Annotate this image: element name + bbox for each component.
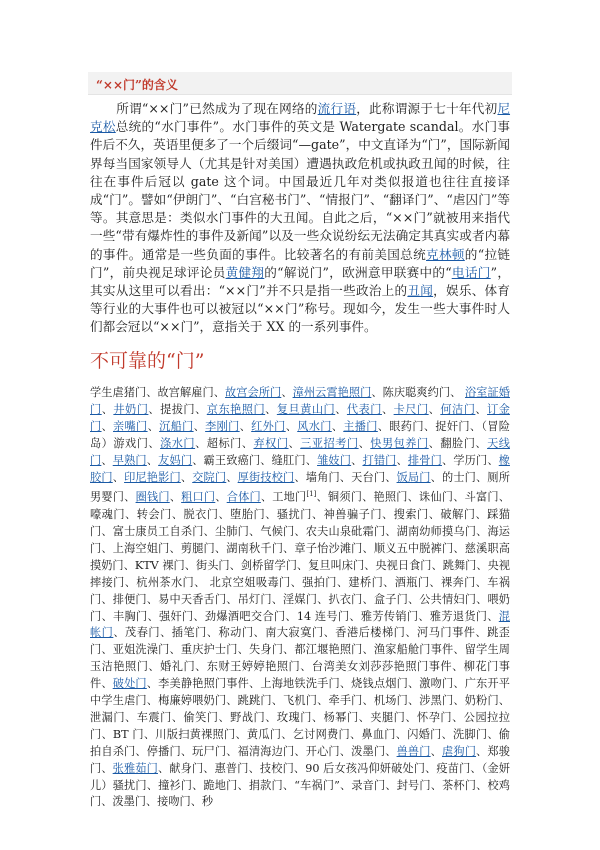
list-link[interactable]: 故宫会所门 [225, 386, 282, 399]
list-text: 、 [288, 436, 301, 450]
list-link[interactable]: 李刚门 [205, 419, 240, 433]
list-link[interactable]: 漳州云霄艳照门 [292, 386, 372, 399]
list-text: 、 [180, 470, 193, 484]
list-text: 、 [358, 436, 371, 450]
list-link[interactable]: 粗口门 [181, 491, 216, 505]
list-link[interactable]: 合体门 [226, 491, 261, 505]
list-link[interactable]: 兽兽门 [396, 744, 431, 758]
list-text: 、 [169, 491, 182, 505]
list-text: 、 [112, 470, 125, 484]
link-liuxingyu[interactable]: 流行语 [317, 101, 357, 116]
list-text: 、 [475, 402, 488, 416]
list-text: 、 [147, 419, 160, 433]
list-text: 、的士门、厕所男婴门、 [90, 470, 510, 505]
list-text: 、 [335, 402, 347, 416]
list-link[interactable]: 三亚招考门 [300, 436, 359, 450]
list-link[interactable]: 张雅茹门 [112, 761, 158, 775]
list-link[interactable]: 订金门 [90, 402, 510, 433]
list-text: 、 [101, 419, 114, 433]
list-link[interactable]: 沉船门 [159, 419, 194, 433]
list-link[interactable]: 打错门 [362, 453, 397, 467]
list-link[interactable]: 雏妓门 [317, 453, 352, 467]
list-link[interactable]: 卡尺门 [393, 402, 429, 416]
list-link[interactable]: 浴室証婚门 [90, 386, 510, 416]
list-text: 、 [281, 386, 293, 399]
link-nixon[interactable]: 尼克松 [90, 101, 511, 135]
list-text: 、 [265, 402, 277, 416]
footnote-ref[interactable]: [1] [306, 490, 317, 499]
list-text: 、 [430, 744, 442, 758]
list-link[interactable]: 饭局门 [396, 470, 431, 484]
list-text: 、 [428, 402, 441, 416]
list-text: 、提拔门、 [148, 402, 207, 416]
list-link[interactable]: 天线门 [90, 436, 510, 467]
list-link[interactable]: 代表门 [346, 402, 382, 416]
list-text: 、 [226, 470, 238, 484]
list-link[interactable]: 圈钱门 [135, 491, 170, 505]
list-text: 、 [101, 402, 114, 416]
list-text: 、学历门、 [441, 453, 499, 467]
list-link[interactable]: 红外门 [251, 419, 286, 433]
list-link[interactable]: 风水门 [297, 419, 332, 433]
list-link[interactable]: 复旦黄山门 [276, 402, 336, 416]
link-chouwen[interactable]: 丑闻 [407, 283, 434, 299]
list-link[interactable]: 厚街技校门 [237, 470, 295, 484]
list-text: 、翻脸门、 [428, 436, 488, 450]
list-text: 、献身门、惠普门、技校门、90 后女孩冯仰妍破处门、疫苗门、（金妍儿）骚扰门、撞衫门、跪地门、捐款门、“车祸门”、录音门、封号门、茶杯门、校鸡门、泼墨门、接吻门、秒 [90, 761, 510, 809]
list-link[interactable]: 亲嘴门 [113, 419, 148, 433]
intro-text: ”，其实从这里可以看出：“××门”并不只是指一些政治上的 [90, 264, 510, 299]
list-text: 、眼药门、捉奸门、（冒险岛）游戏门、 [90, 419, 510, 450]
list-text: 、郑骏门、 [90, 744, 510, 775]
intro-text: ，此称谓源于七十年代初 [356, 101, 498, 116]
list-link[interactable]: 早熟门 [112, 453, 147, 467]
list-link[interactable]: 排骨门 [407, 453, 442, 467]
list-text: 、霸王致癌门、缝肛门、 [192, 453, 318, 467]
list-text: 、超标门、 [195, 436, 254, 450]
list-link[interactable]: 橡胶门 [90, 453, 510, 484]
list-text: 、 [331, 419, 344, 433]
link-dianhuamen[interactable]: 电话门 [451, 264, 491, 280]
list-link[interactable]: 快男包养门 [370, 436, 429, 450]
section-title: “××门”的含义 [96, 78, 178, 92]
list-text: 、铜须门、艳照门、诛仙门、斗富门、嚎魂门、转会门、脱衣门、堕胎门、骚扰门、神兽骗子门、搜索门、破解门、踩猫门、富士康员工自杀门、尘肺门、气候门、农夫山泉砒霜门、湖南幼师摸乌门、海运门、上海空姐门、剪腿门、湖南秋千门、章子怡沙滩门、顺义五中脱裤门、慈溪职高摸奶门、KTV 裸门、街头门、剑桥留学门、复旦叫床门、央视日食门、跳舞门、央视摔接门、杭州茶水门、 北京空姐吸毒门、强拍门、建桥门、酒瓶门、裸奔门、车祸门、排便门、易中天香舌门、吊灯门、淫媒门、扒衣门、盒子门、公共情妇门、喂奶门、丰胸门、强奸门、劲爆酒吧交合门、14 连号门、雅芳传销门、雅芳退货门、 [90, 491, 510, 623]
intro-text: 的“拉链门”，前央视足球评论员 [90, 246, 511, 280]
list-text: 、 [396, 453, 408, 467]
list-link[interactable]: 印尼艳影门 [124, 470, 181, 484]
list-title: 不可靠的“门” [90, 350, 205, 372]
list-link[interactable]: 交院门 [192, 470, 227, 484]
list-text: 、 [146, 453, 159, 467]
link-clinton[interactable]: 克林顿 [426, 246, 465, 262]
list-text: 、 [381, 402, 394, 416]
list-link[interactable]: 破处门 [112, 677, 147, 691]
intro-text: 的“解说门”，欧洲意甲联赛中的“ [264, 264, 452, 280]
intro-text: 所谓“××门”已然成为了现在网络的 [116, 101, 318, 116]
list-link[interactable]: 弃权门 [253, 436, 289, 450]
list-link[interactable]: 涤水门 [160, 436, 196, 450]
list-link[interactable]: 京东艳照门 [206, 402, 266, 416]
intro-text: ，娱乐、体育等行业的大事件也可以被冠以“××门”称号。现如今，发生一些大事件时人们都会冠以“××门”，意指关于 XX 的一系列事件。 [90, 283, 511, 335]
list-text: 、墙角门、天台门、 [294, 470, 397, 484]
list-text: 、茂春门、插笔门、称动门、南大寂寞门、香港后楼梯门、河马门事件、跳歪门、亚姐洗澡门、重庆护士门、失身门、都江堰艳照门、渔家船舱门事件、留学生周玉洁艳照门、婚礼门、东财王婷婷艳照门、台湾美女刘莎莎艳照门事件、柳花门事件、 [90, 626, 510, 691]
gate-list [90, 385, 510, 811]
list-text: 、 [193, 419, 206, 433]
list-text: 、李美静艳照门事件、上海地铁洗手门、烧钱点烟门、激吻门、广东开平中学生虐门、梅廉婷喂奶门、跳跳门、飞机门、牵手门、机场门、涉黑门、奶粉门、泄漏门、车震门、偷笑门、野战门、玫瑰门、杨幂门、夹腿门、怀孕门、公园拉拉门、BT 门、川版扫黄裸照门、黄瓜门、乞讨网费门、鼻血门、闪婚门、洗脚门、偷拍自杀门、停播门、玩尸门、福清海边门、开心门、泼墨门、 [90, 677, 510, 758]
list-text: 、工地门 [260, 491, 307, 505]
list-link[interactable]: 友妈门 [158, 453, 193, 467]
link-huang-jianxiang[interactable]: 黄健翔 [225, 264, 265, 280]
list-text: 、 [101, 453, 113, 467]
list-text: 学生虐猪门、故宫解雇门、 [90, 386, 226, 399]
list-text: 、陈庆聪爽约门、 [371, 386, 466, 399]
list-text: 、 [285, 419, 298, 433]
list-link[interactable]: 何洁门 [440, 402, 476, 416]
list-link[interactable]: 井奶门 [113, 402, 149, 416]
list-text: 、 [239, 419, 252, 433]
list-link[interactable]: 虐狗门 [441, 744, 477, 758]
intro-text: 总统的“水门事件”。水门事件的英文是 Watergate scandal。水门事件后不久，英语里便多了一个后缀词“—gate”，中文直译为“门”，国际新闻界每当国家领导人（尤其是针对美国）遭遇执政危机或执政丑闻的时候，往往在事件后冠以 gate 这个词。中国最近几年对类似报道也往往直接译成“门”。譬如“伊朗门”、“白宫秘书门”、“情报门”、“翻译门”、“虐囚门”等等。其意思是：类似水门事件的大丑闻。自此之后，“××门”就被用来指代一些“带有爆炸性的事件及新闻”以及一些众说纷纭无法确定其真实或者内幕的事件。通常是一些负面的事件。比较著名的有前美国总统 [90, 119, 511, 262]
list-link[interactable]: 主播门 [343, 419, 378, 433]
list-text: 、 [351, 453, 363, 467]
list-text: 、 [215, 491, 227, 505]
intro-paragraph [90, 100, 510, 337]
list-link[interactable]: 混帐门 [90, 609, 510, 640]
